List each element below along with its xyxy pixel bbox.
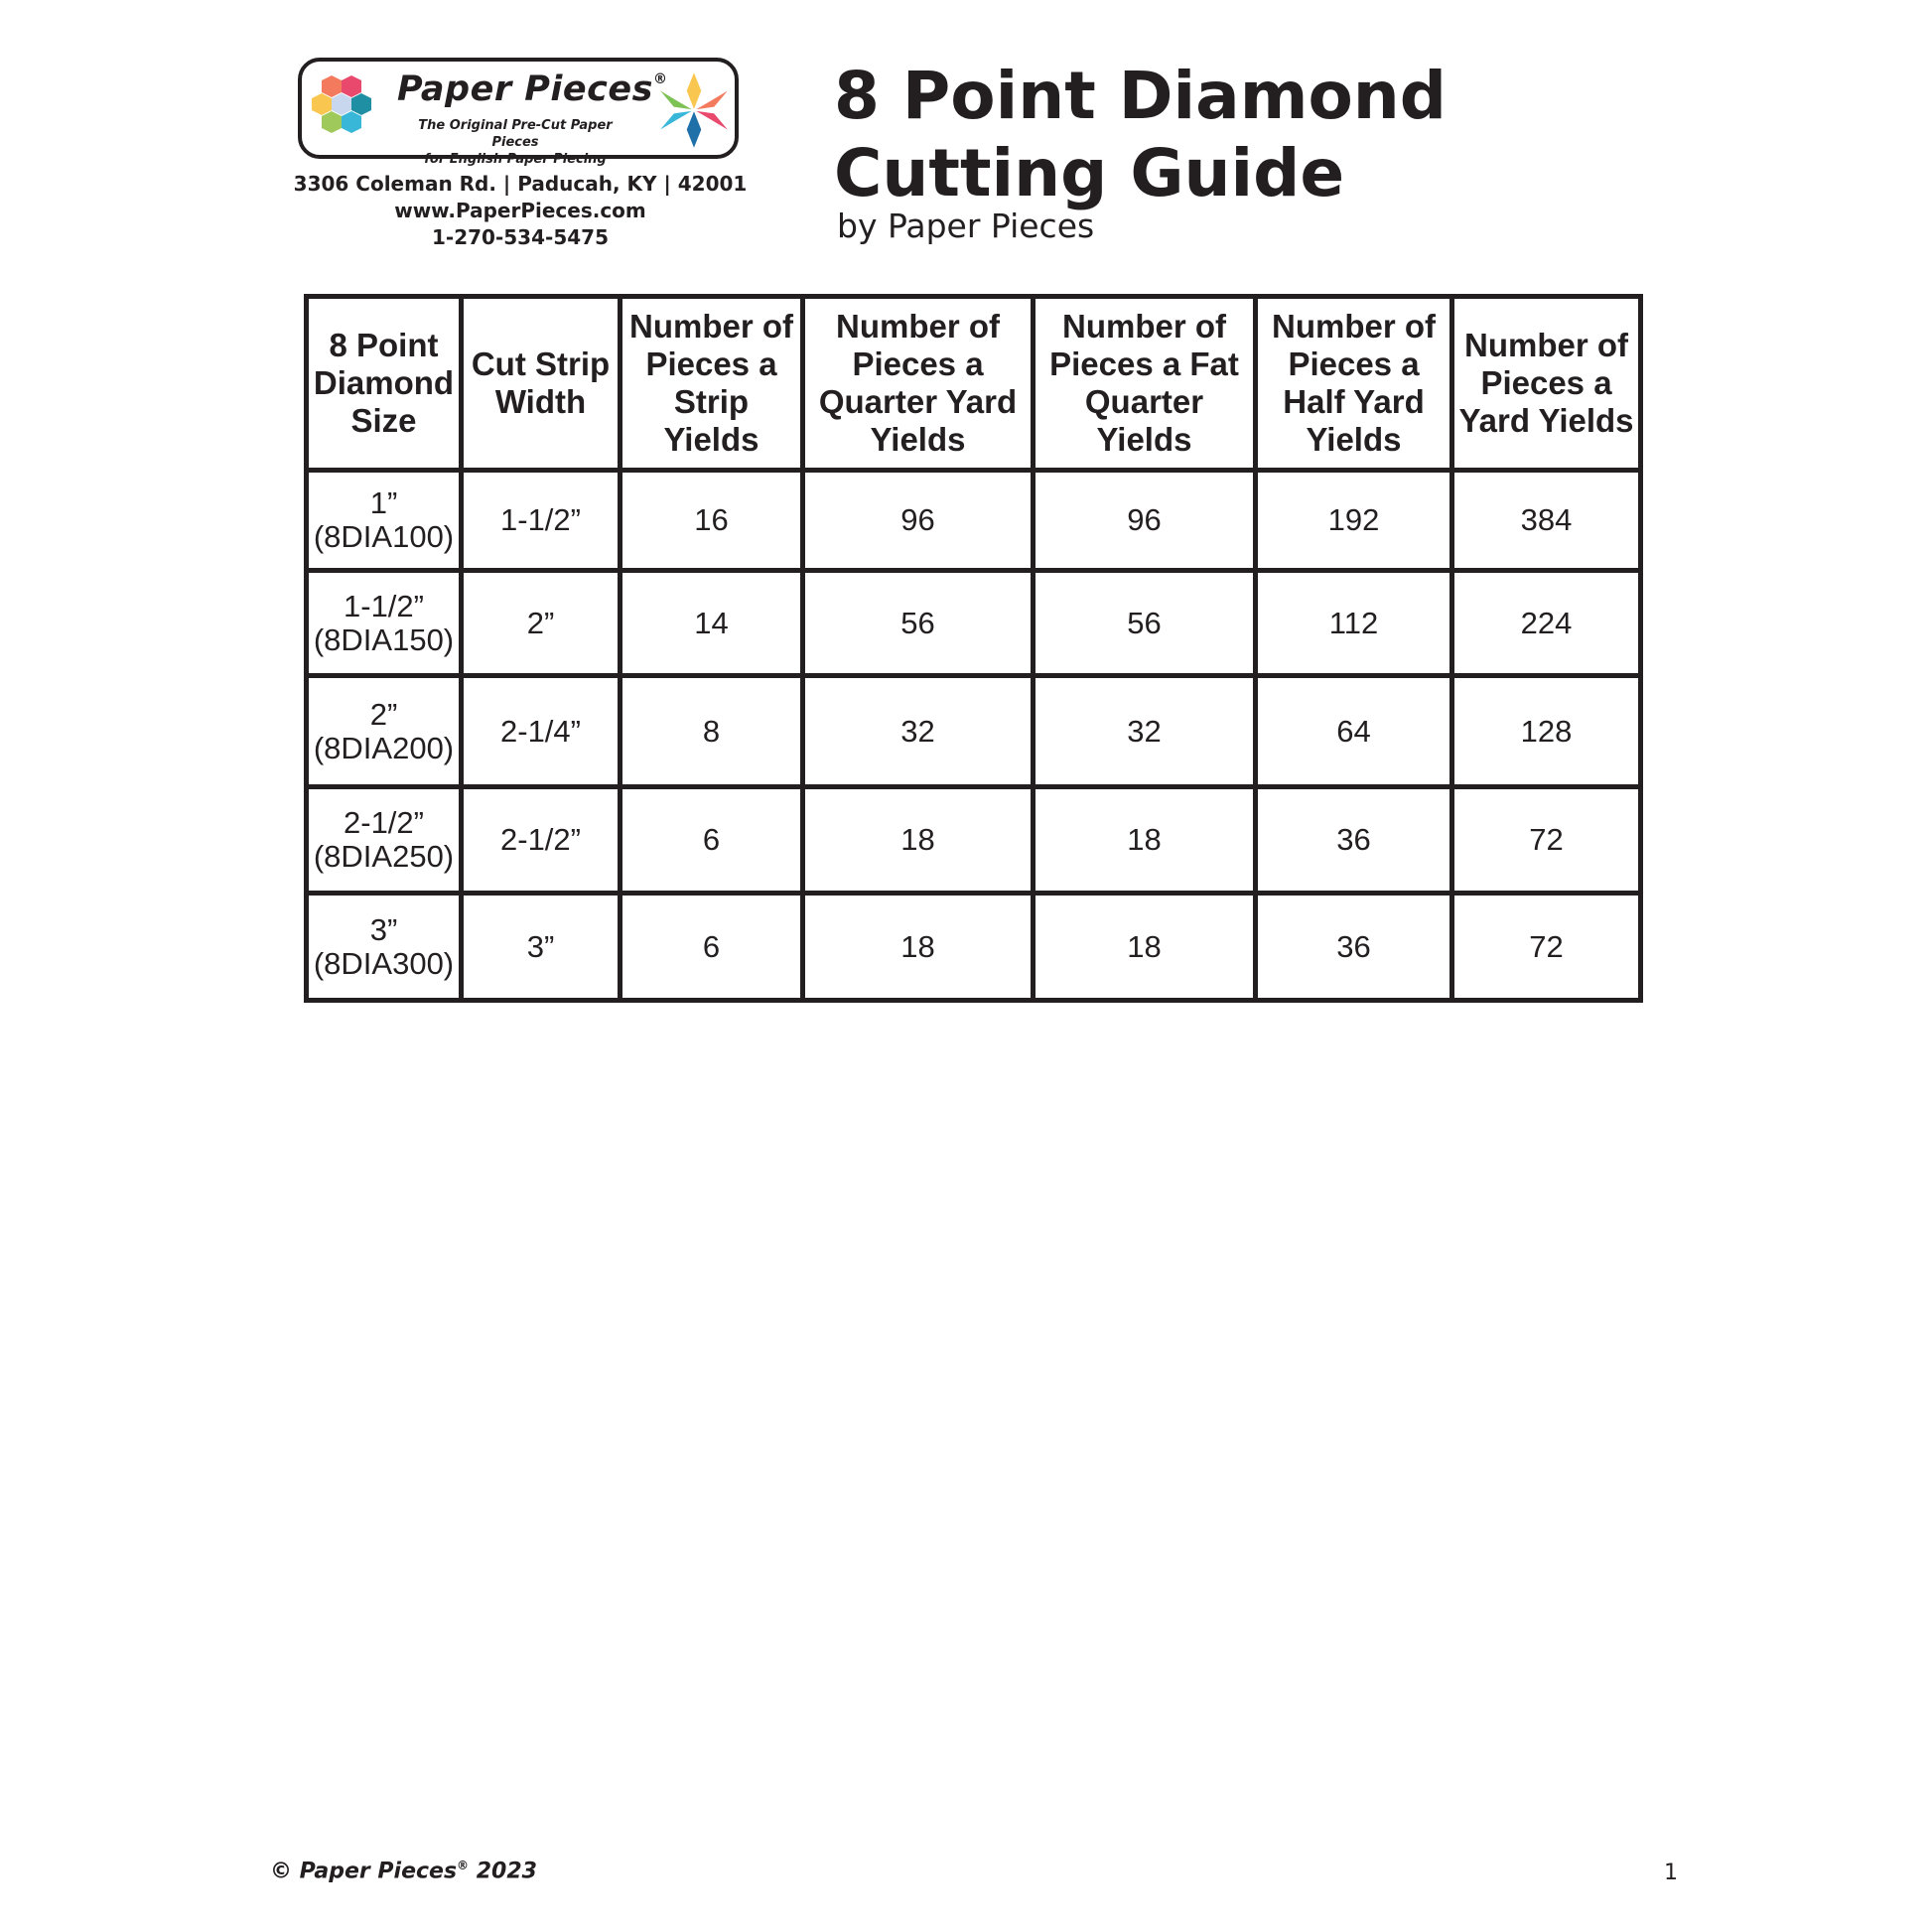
page-title: 8 Point Diamond Cutting Guide: [834, 58, 1448, 211]
diamond-size-cell: 2-1/2” (8DIA250): [307, 787, 462, 894]
fat-quarter-cell: 18: [1034, 787, 1256, 894]
quarter-yard-cell: 18: [803, 894, 1034, 1001]
fat-quarter-cell: 18: [1034, 894, 1256, 1001]
column-header: Number of Pieces a Yard Yields: [1452, 297, 1641, 471]
table-row: [307, 894, 1641, 1001]
quarter-yard-cell: 18: [803, 787, 1034, 894]
hexagon-icon: [322, 111, 342, 133]
hexagon-icon: [351, 93, 371, 115]
yard-cell: 72: [1452, 894, 1641, 1001]
hexagon-icon: [342, 75, 361, 97]
per-strip-cell: 16: [621, 471, 803, 571]
table-row: [307, 787, 1641, 894]
yard-cell: 384: [1452, 471, 1641, 571]
yard-cell: 128: [1452, 676, 1641, 787]
column-header: Cut Strip Width: [462, 297, 621, 471]
per-strip-cell: 8: [621, 676, 803, 787]
table-row: [307, 471, 1641, 571]
half-yard-cell: 36: [1256, 894, 1452, 1001]
per-strip-cell: 14: [621, 571, 803, 676]
half-yard-cell: 112: [1256, 571, 1452, 676]
half-yard-cell: 36: [1256, 787, 1452, 894]
copyright-notice: © Paper Pieces® 2023: [270, 1859, 537, 1884]
fat-quarter-cell: 32: [1034, 676, 1256, 787]
column-header: Number of Pieces a Half Yard Yields: [1256, 297, 1452, 471]
quarter-yard-cell: 56: [803, 571, 1034, 676]
hexagon-icon: [332, 93, 351, 115]
strip-width-cell: 2-1/4”: [462, 676, 621, 787]
half-yard-cell: 64: [1256, 676, 1452, 787]
diamond-size-cell: 3” (8DIA300): [307, 894, 462, 1001]
street-address: 3306 Coleman Rd. | Paducah, KY | 42001: [293, 172, 748, 196]
fat-quarter-cell: 96: [1034, 471, 1256, 571]
brand-logo: [298, 58, 739, 167]
strip-width-cell: 2”: [462, 571, 621, 676]
table-row: [307, 571, 1641, 676]
diamond-size-cell: 1-1/2” (8DIA150): [307, 571, 462, 676]
strip-width-cell: 1-1/2”: [462, 471, 621, 571]
per-strip-cell: 6: [621, 894, 803, 1001]
half-yard-cell: 192: [1256, 471, 1452, 571]
brand-name: Paper Pieces®: [397, 69, 668, 109]
hexagon-icon: [342, 111, 361, 133]
page-subtitle: by Paper Pieces: [837, 207, 1095, 245]
table-header-row: [307, 297, 1641, 471]
brand-tagline: The Original Pre-Cut Paper Pieces for English Paper Piecing: [418, 118, 613, 167]
strip-width-cell: 3”: [462, 894, 621, 1001]
cutting-guide-table: [304, 294, 1643, 1003]
column-header: Number of Pieces a Fat Quarter Yields: [1034, 297, 1256, 471]
table-row: [307, 676, 1641, 787]
per-strip-cell: 6: [621, 787, 803, 894]
website-link[interactable]: www.PaperPieces.com: [394, 199, 646, 222]
quarter-yard-cell: 32: [803, 676, 1034, 787]
page-number: 1: [1664, 1861, 1678, 1885]
quarter-yard-cell: 96: [803, 471, 1034, 571]
yard-cell: 224: [1452, 571, 1641, 676]
column-header: 8 Point Diamond Size: [307, 297, 462, 471]
hexagon-icon: [312, 93, 332, 115]
diamond-size-cell: 2” (8DIA200): [307, 676, 462, 787]
diamond-size-cell: 1” (8DIA100): [307, 471, 462, 571]
column-header: Number of Pieces a Strip Yields: [621, 297, 803, 471]
fat-quarter-cell: 56: [1034, 571, 1256, 676]
star-icon: [653, 68, 735, 153]
phone-number: 1-270-534-5475: [432, 225, 609, 249]
hexagon-icon: [322, 75, 342, 97]
yard-cell: 72: [1452, 787, 1641, 894]
hexagon-cluster-icon: [312, 73, 391, 149]
contact-info: [268, 171, 772, 251]
strip-width-cell: 2-1/2”: [462, 787, 621, 894]
column-header: Number of Pieces a Quarter Yard Yields: [803, 297, 1034, 471]
